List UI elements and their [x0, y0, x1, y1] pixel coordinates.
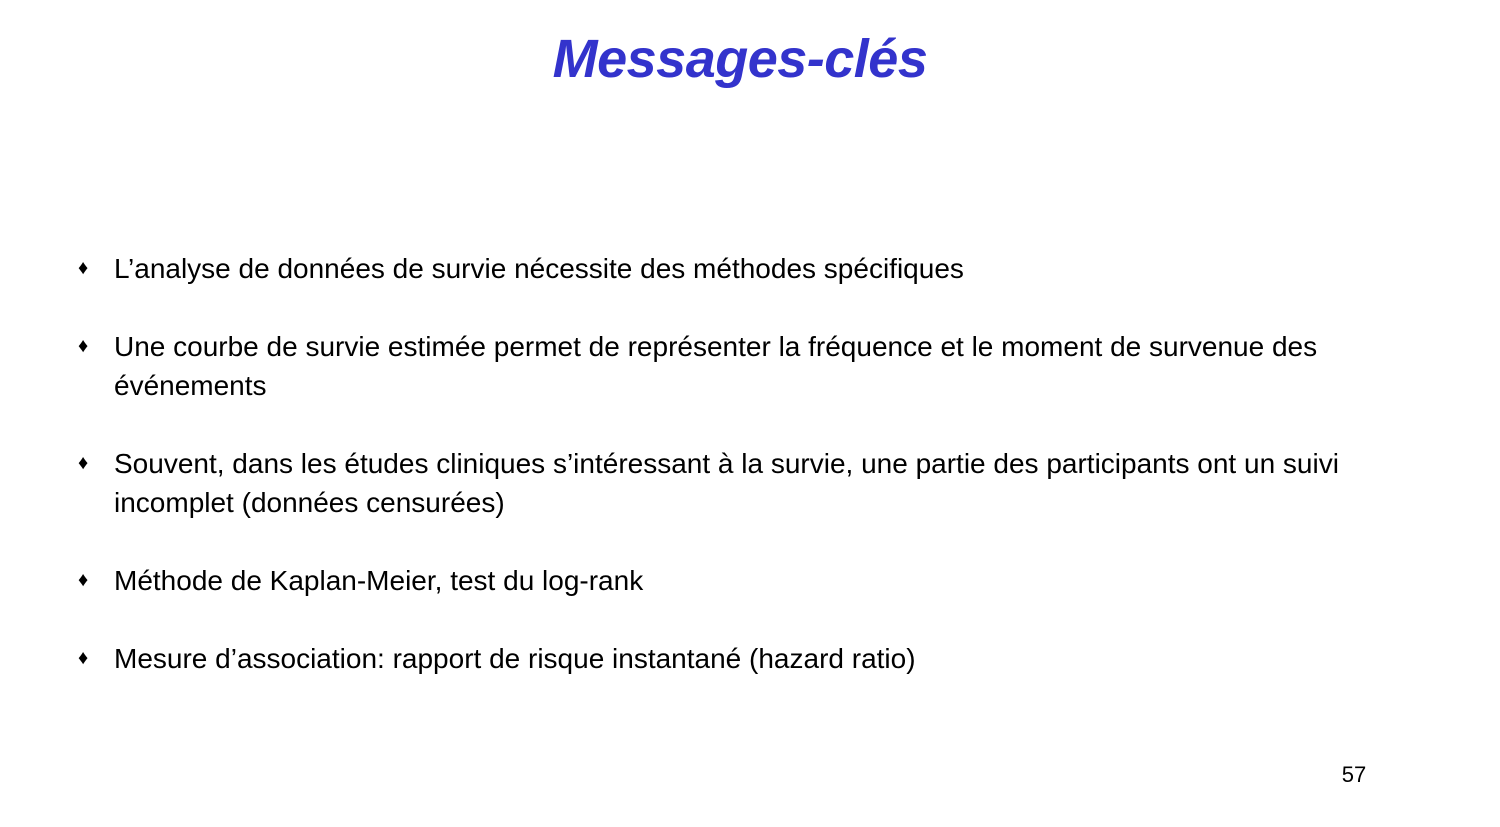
bullet-item: [74, 561, 1414, 600]
diamond-bullet-icon: ♦: [78, 452, 89, 474]
bullet-text: Souvent, dans les études cliniques s’intéressant à la survie, une partie des participants ont un suivi incomplet (données censurées): [114, 448, 1339, 518]
diamond-bullet-icon: ♦: [78, 335, 89, 357]
bullet-text: Méthode de Kaplan-Meier, test du log-rank: [114, 565, 644, 596]
bullet-item: [74, 327, 1414, 405]
bullet-text: L’analyse de données de survie nécessite des méthodes spécifiques: [114, 253, 964, 284]
diamond-bullet-icon: ♦: [78, 569, 89, 591]
bullet-item: [74, 444, 1414, 522]
bullet-text: Une courbe de survie estimée permet de représenter la fréquence et le moment de survenue des événements: [114, 331, 1318, 401]
bullet-item: [74, 249, 1414, 288]
bullet-item: [74, 639, 1414, 678]
page-number: 57: [1341, 762, 1367, 787]
diamond-bullet-icon: ♦: [78, 647, 89, 669]
slide-title: Messages-clés: [552, 29, 928, 89]
bullet-text: Mesure d’association: rapport de risque instantané (hazard ratio): [114, 643, 916, 674]
key-messages-list: [74, 249, 1414, 678]
diamond-bullet-icon: ♦: [78, 257, 89, 279]
